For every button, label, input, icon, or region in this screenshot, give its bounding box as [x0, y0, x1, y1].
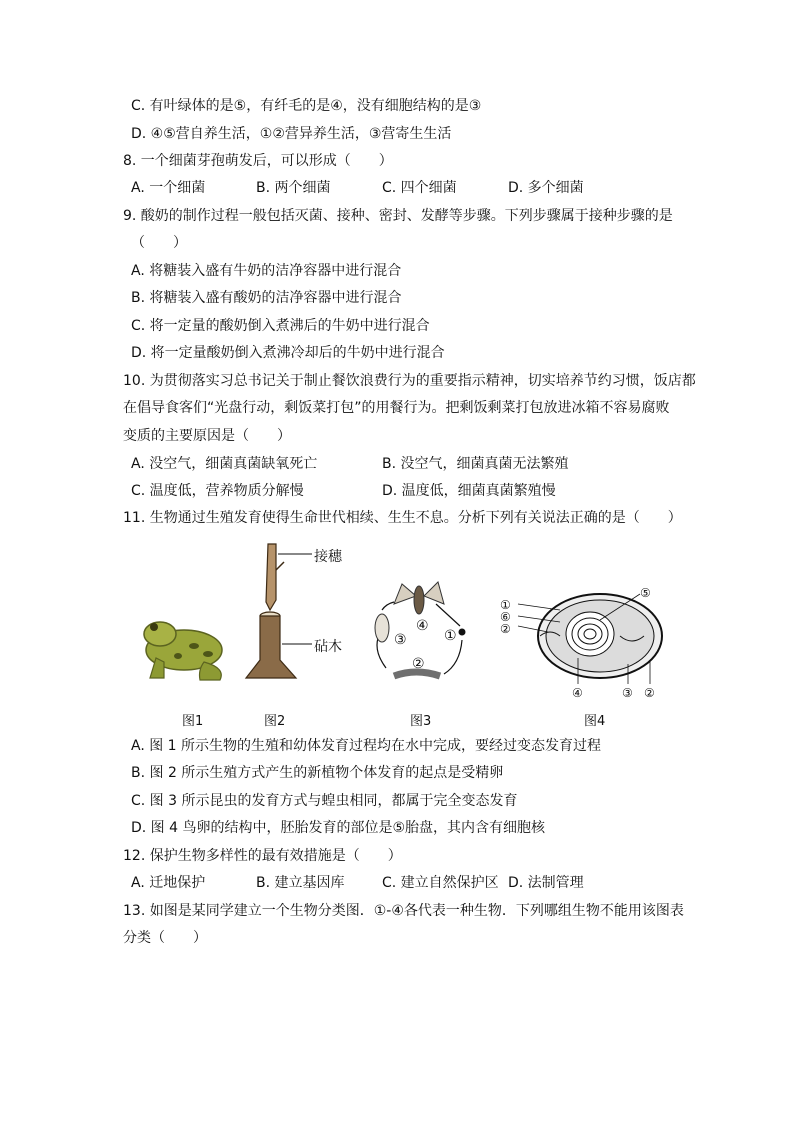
- figure-4-label-5: ⑤: [640, 586, 651, 600]
- figure-4-label-3: ③: [622, 686, 633, 700]
- figure-4-caption: 图4: [584, 714, 606, 729]
- figure-4-label-4: ④: [572, 686, 583, 700]
- figure-1-frog: [134, 612, 234, 684]
- figure-4-bird-egg: [500, 580, 680, 698]
- q10-option-c: C. 温度低，营养物质分解慢: [131, 483, 304, 499]
- q9-stem-cont: （ ）: [131, 235, 187, 251]
- figure-3-caption: 图3: [410, 714, 432, 729]
- figure-4-label-1: ①: [500, 598, 511, 612]
- figure-2-caption: 图2: [264, 714, 286, 729]
- q10-stem-line1: 10. 为贯彻落实习总书记关于制止餐饮浪费行为的重要指示精神，切实培养节约习惯，饭店都: [123, 373, 696, 389]
- q12-option-b: B. 建立基因库: [256, 875, 345, 891]
- q7-option-c: C. 有叶绿体的是⑤，有纤毛的是④，没有细胞结构的是③: [131, 98, 482, 114]
- q11-option-b: B. 图 2 所示生殖方式产生的新植物个体发育的起点是受精卵: [131, 765, 504, 781]
- q12-stem: 12. 保护生物多样性的最有效措施是（ ）: [123, 848, 402, 864]
- figure-3-stage-1-label: ①: [444, 628, 457, 644]
- figure-2-grafting: [240, 540, 360, 682]
- q13-stem-line1: 13. 如图是某同学建立一个生物分类图．①-④各代表一种生物．下列哪组生物不能用该图表: [123, 903, 684, 919]
- q11-option-c: C. 图 3 所示昆虫的发育方式与蝗虫相同，都属于完全变态发育: [131, 793, 518, 809]
- q9-option-c: C. 将一定量的酸奶倒入煮沸后的牛奶中进行混合: [131, 318, 430, 334]
- q10-option-a: A. 没空气，细菌真菌缺氧死亡: [131, 456, 318, 472]
- figure-4-label-6: ⑥: [500, 610, 511, 624]
- figure-4-label-2-right: ②: [644, 686, 655, 700]
- q8-option-b: B. 两个细菌: [256, 180, 331, 196]
- figure-3-stage-3-label: ③: [394, 632, 407, 648]
- q12-option-d: D. 法制管理: [508, 875, 584, 891]
- q8-option-a: A. 一个细菌: [131, 180, 206, 196]
- figure-3-stage-4-label: ④: [416, 618, 429, 634]
- q11-option-d: D. 图 4 鸟卵的结构中，胚胎发育的部位是⑤胎盘，其内含有细胞核: [131, 820, 546, 836]
- q7-option-d: D. ④⑤营自养生活，①②营异养生活，③营寄生生活: [131, 126, 452, 142]
- q10-stem-line2: 在倡导食客们“光盘行动，剩饭菜打包”的用餐行为。把剩饭剩菜打包放进冰箱不容易腐败: [123, 400, 670, 416]
- q8-option-d: D. 多个细菌: [508, 180, 584, 196]
- rootstock-label: 砧木: [314, 639, 342, 655]
- q9-option-b: B. 将糖装入盛有酸奶的洁净容器中进行混合: [131, 290, 402, 306]
- q10-option-d: D. 温度低，细菌真菌繁殖慢: [382, 483, 556, 499]
- q10-option-b: B. 没空气，细菌真菌无法繁殖: [382, 456, 569, 472]
- q9-stem: 9. 酸奶的制作过程一般包括灭菌、接种、密封、发酵等步骤。下列步骤属于接种步骤的是: [123, 208, 673, 224]
- q12-option-a: A. 迁地保护: [131, 875, 206, 891]
- figure-3-stage-2-label: ②: [412, 656, 425, 672]
- q8-stem: 8. 一个细菌芽孢萌发后，可以形成（ ）: [123, 153, 393, 169]
- figure-1-caption: 图1: [182, 714, 204, 729]
- q10-stem-line3: 变质的主要原因是（ ）: [123, 428, 291, 444]
- q12-option-c: C. 建立自然保护区: [382, 875, 499, 891]
- q8-option-c: C. 四个细菌: [382, 180, 457, 196]
- q11-stem: 11. 生物通过生殖发育使得生命世代相续、生生不息。分析下列有关说法正确的是（ ）: [123, 510, 682, 526]
- figure-4-label-2-left: ②: [500, 622, 511, 636]
- q11-option-a: A. 图 1 所示生物的生殖和幼体发育过程均在水中完成，要经过变态发育过程: [131, 738, 602, 754]
- scion-label: 接穗: [314, 549, 342, 565]
- q9-option-d: D. 将一定量酸奶倒入煮沸冷却后的牛奶中进行混合: [131, 345, 445, 361]
- q13-stem-line2: 分类（ ）: [123, 930, 207, 946]
- q9-option-a: A. 将糖装入盛有牛奶的洁净容器中进行混合: [131, 263, 402, 279]
